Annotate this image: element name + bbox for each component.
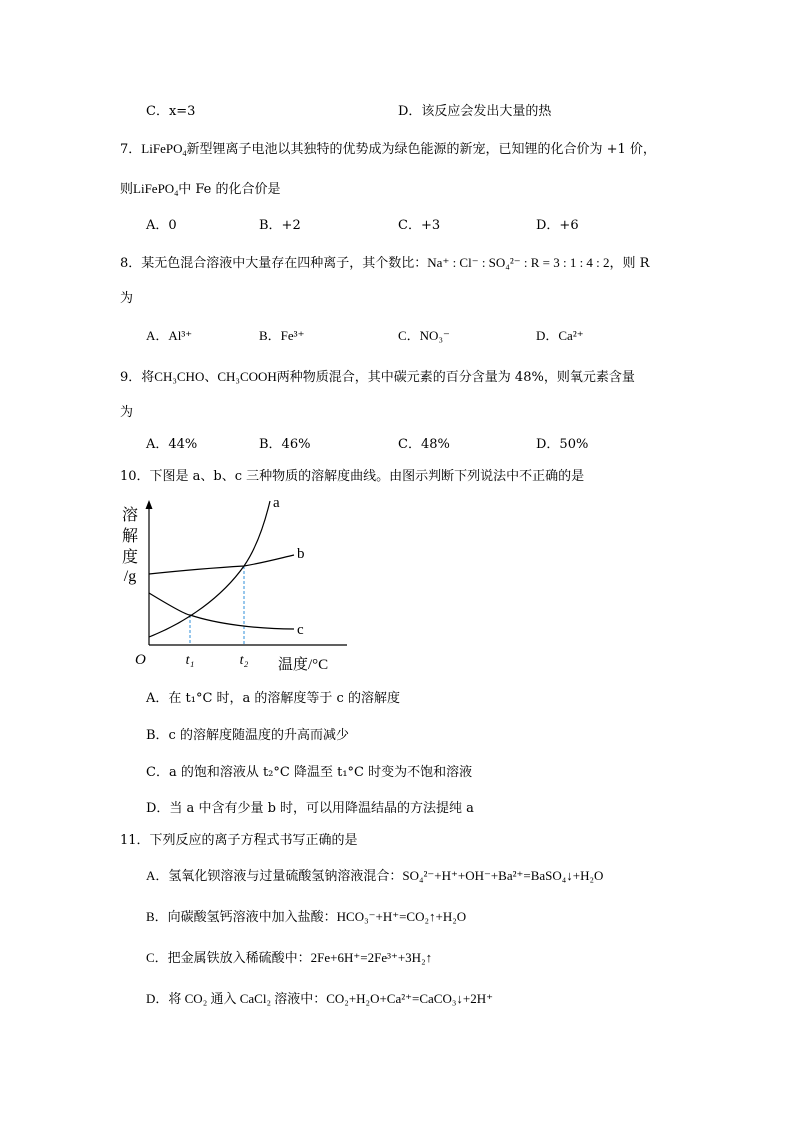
q8-line-1 <box>120 254 649 273</box>
q7-line-2 <box>120 180 280 203</box>
curve-b <box>149 555 294 574</box>
q11-option-b: B．向碳酸氢钙溶液中加入盐酸：HCO₃⁻+H⁺=CO₂↑+H₂O <box>146 909 467 924</box>
q10-option-b: B．c 的溶解度随温度的升高而减少 <box>146 728 349 743</box>
ylabel-char-2: 解 <box>121 528 139 545</box>
tick-label-t1: t₁ <box>185 653 195 668</box>
q8-text-a-post: ，则 R <box>609 256 650 271</box>
x-axis-label: 温度/°C <box>278 657 329 673</box>
q6-option-c: C．x=3 <box>146 104 196 119</box>
q9-line-1 <box>120 368 635 387</box>
origin-label: O <box>135 652 146 668</box>
ylabel-char-3: 度 <box>121 549 139 566</box>
q8-option-c: C．NO₃⁻ <box>398 328 450 343</box>
q8-number: 8． <box>120 256 142 271</box>
q7-text-b-pre: 则 <box>120 182 134 197</box>
q7-option-b: B．+2 <box>259 218 301 233</box>
q9-number: 9． <box>120 370 142 385</box>
q10-line <box>120 468 584 486</box>
q9-option-d: D．50% <box>536 437 589 452</box>
q8-option-a: A．Al³⁺ <box>146 328 193 343</box>
solubility-chart <box>117 497 347 675</box>
y-axis-arrow <box>146 500 153 509</box>
q10-option-d: D．当 a 中含有少量 b 时，可以用降温结晶的方法提纯 a <box>146 801 474 816</box>
q9-separator: 、 <box>204 370 218 385</box>
q7-option-a: A．0 <box>146 218 177 233</box>
q9-text-pre: 将 <box>141 370 155 385</box>
q10-option-c: C．a 的饱和溶液从 t₂°C 降温至 t₁°C 时变为不饱和溶液 <box>146 765 473 780</box>
q8-text-a: 某无色混合溶液中大量存在四种离子，其个数比： <box>141 256 428 271</box>
q7-option-d: D．+6 <box>536 218 579 233</box>
q9-compound-2: CH₃COOH <box>217 369 277 384</box>
q11-option-a: A．氢氧化钡溶液与过量硫酸氢钠溶液混合：SO₄²⁻+H⁺+OH⁻+Ba²⁺=BaSO₄↓+H₂O <box>146 868 604 883</box>
q9-text-b: 为 <box>120 405 134 420</box>
q9-option-c: C．48% <box>398 437 450 452</box>
q7-formula: LiFePO$_4$ <box>141 141 187 158</box>
q10-option-a: A．在 t₁°C 时，a 的溶解度等于 c 的溶解度 <box>146 691 400 706</box>
ylabel-char-1: 溶 <box>121 507 139 524</box>
ylabel-char-4: /g <box>123 568 137 585</box>
q11-option-d: D．将 CO₂ 通入 CaCl₂ 溶液中：CO₂+H₂O+Ca²⁺=CaCO₃↓+2H⁺ <box>146 991 493 1006</box>
q10-text: 下图是 a、b、c 三种物质的溶解度曲线。由图示判断下列说法中不正确的是 <box>149 469 585 484</box>
q9-text-post: 两种物质混合，其中碳元素的百分含量为 48%，则氧元素含量 <box>276 370 635 385</box>
q7-option-c: C．+3 <box>398 218 441 233</box>
q9-option-a: A．44% <box>146 437 198 452</box>
q11-option-c: C．把金属铁放入稀硫酸中：2Fe+6H⁺=2Fe³⁺+3H₂↑ <box>146 950 433 965</box>
curve-a <box>149 501 270 637</box>
q11-line <box>120 832 358 850</box>
q7-text-a: 新型锂离子电池以其独特的优势成为绿色能源的新宠，已知锂的化合价为 +1 价， <box>186 142 656 157</box>
series-label-c: c <box>297 622 304 638</box>
q7-text-b-post: 中 Fe 的化合价是 <box>178 182 281 197</box>
series-label-b: b <box>297 546 305 562</box>
q7-formula-2: LiFePO$_4$ <box>133 181 179 198</box>
q8-text-b: 为 <box>120 291 134 306</box>
curve-c <box>149 593 294 629</box>
q7-line-1 <box>120 140 656 163</box>
tick-label-t2: t₂ <box>239 653 249 668</box>
q11-text: 下列反应的离子方程式书写正确的是 <box>149 833 358 848</box>
q11-number: 11． <box>120 833 150 848</box>
q9-option-b: B．46% <box>259 437 311 452</box>
q9-compound-1: CH₃CHO <box>154 369 205 384</box>
q8-option-d: D．Ca²⁺ <box>536 328 584 343</box>
q8-option-b: B．Fe³⁺ <box>259 328 305 343</box>
q7-number: 7． <box>120 142 142 157</box>
series-label-a: a <box>273 497 280 511</box>
q6-option-d: D．该反应会发出大量的热 <box>398 104 552 119</box>
q10-number: 10． <box>120 469 150 484</box>
q8-ratio: Na⁺ : Cl⁻ : SO₄²⁻ : R = 3 : 1 : 4 : 2 <box>427 255 610 270</box>
